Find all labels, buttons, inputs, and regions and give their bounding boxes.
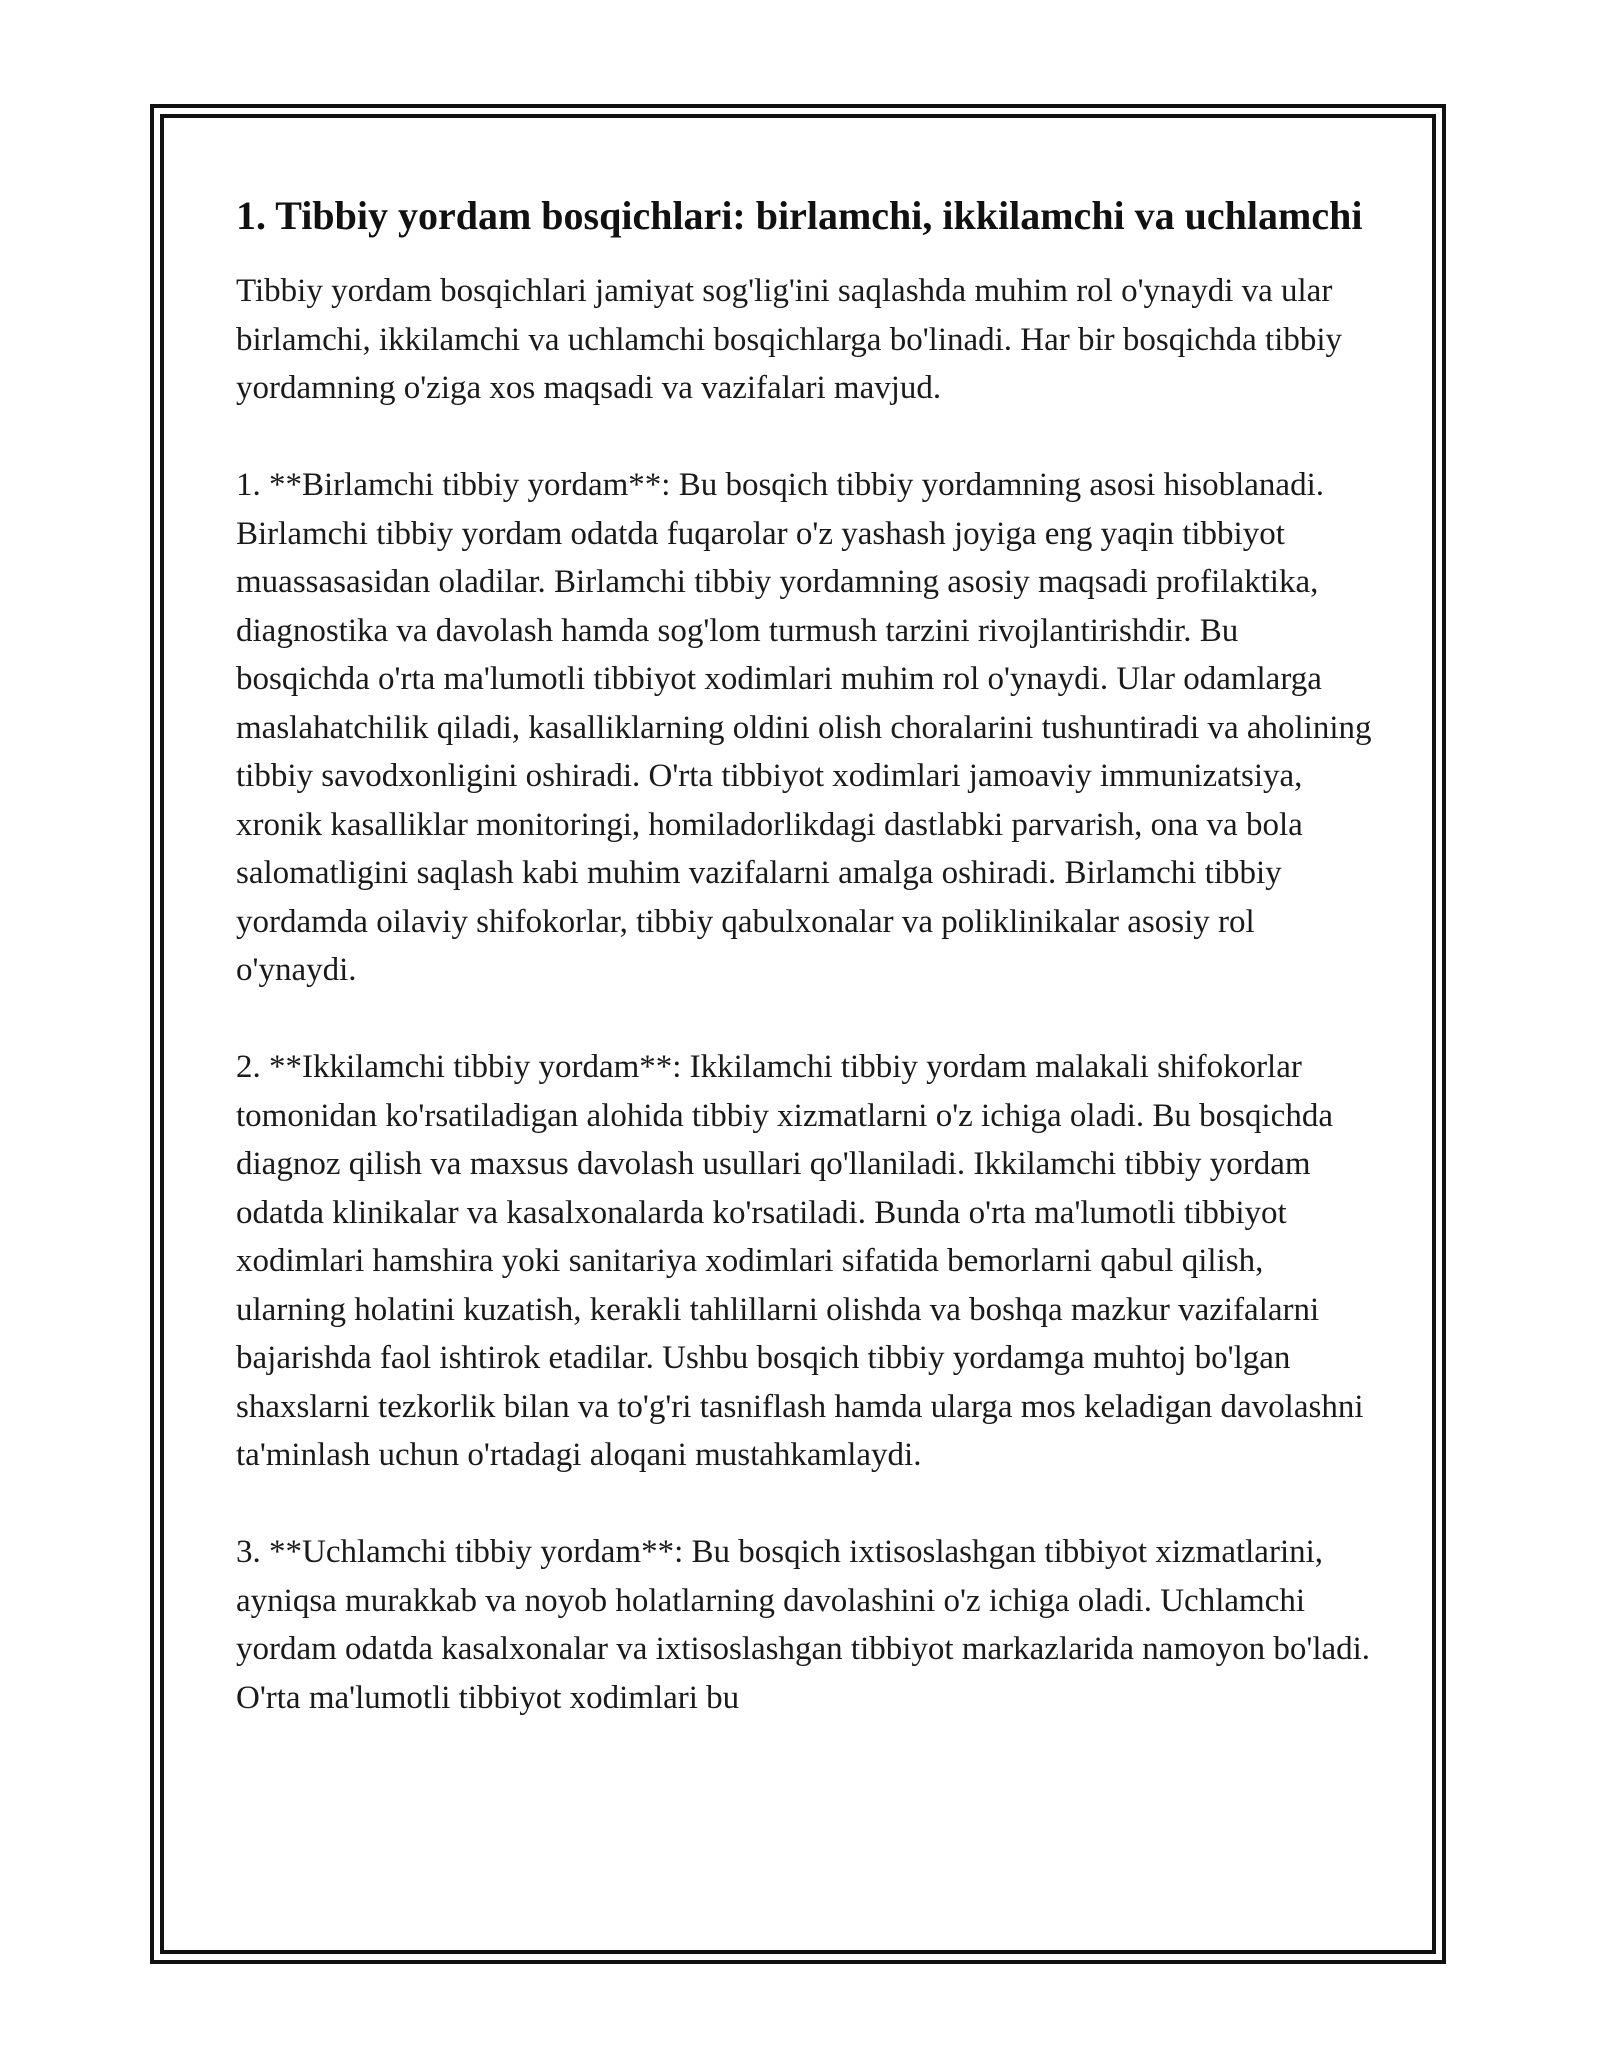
section-heading: 1. Tibbiy yordam bosqichlari: birlamchi, ikkilamchi va uchlamchi (236, 193, 1363, 238)
tertiary-care-paragraph: 3. **Uchlamchi tibbiy yordam**: Bu bosqich ixtisoslashgan tibbiyot xizmatlarini, ayniqsa murakkab va noyob holatlarning davolashini o'z ichiga oladi. Uchlamchi yordam odatda kasalxonalar va ixtisoslashgan tibbiyot markazlarida namoyon bo'ladi. O'rta ma'lumotli tibbiyot xodimlari bu (236, 1534, 1371, 1716)
document-body (236, 188, 1376, 1771)
secondary-care-paragraph: 2. **Ikkilamchi tibbiy yordam**: Ikkilamchi tibbiy yordam malakali shifokorlar tomonidan ko'rsatiladigan alohida tibbiy xizmatlarni o'z ichiga oladi. Bu bosqichda diagnoz qilish va maxsus davolash usullari qo'llaniladi. Ikkilamchi tibbiy yordam odatda klinikalar va kasalxonalarda ko'rsatiladi. Bunda o'rta ma'lumotli tibbiyot xodimlari hamshira yoki sanitariya xodimlari sifatida bemorlarni qabul qilish, ularning holatini kuzatish, kerakli tahlillarni olishda va boshqa mazkur vazifalarni bajarishda faol ishtirok etadilar. Ushbu bosqich tibbiy yordamga muhtoj bo'lgan shaxslarni tezkorlik bilan va to'g'ri tasniflash hamda ularga mos keladigan davolashni ta'minlash uchun o'rtadagi aloqani mustahkamlaydi. (236, 1049, 1364, 1473)
primary-care-paragraph: 1. **Birlamchi tibbiy yordam**: Bu bosqich tibbiy yordamning asosi hisoblanadi. Birlamchi tibbiy yordam odatda fuqarolar o'z yashash joyiga eng yaqin tibbiyot muassasasidan oladilar. Birlamchi tibbiy yordamning asosiy maqsadi profilaktika, diagnostika va davolash hamda sog'lom turmush tarzini rivojlantirishdir. Bu bosqichda o'rta ma'lumotli tibbiyot xodimlari muhim rol o'ynaydi. Ular odamlarga maslahatchilik qiladi, kasalliklarning oldini olish choralarini tushuntiradi va aholining tibbiy savodxonligini oshiradi. O'rta tibbiyot xodimlari jamoaviy immunizatsiya, xronik kasalliklar monitoringi, homiladorlikdagi dastlabki parvarish, ona va bola salomatligini saqlash kabi muhim vazifalarni amalga oshiradi. Birlamchi tibbiy yordamda oilaviy shifokorlar, tibbiy qabulxonalar va poliklinikalar asosiy rol o'ynaydi. (236, 467, 1372, 988)
intro-paragraph: Tibbiy yordam bosqichlari jamiyat sog'lig'ini saqlashda muhim rol o'ynaydi va ular birlamchi, ikkilamchi va uchlamchi bosqichlarga bo'linadi. Har bir bosqichda tibbiy yordamning o'ziga xos maqsadi va vazifalari mavjud. (236, 273, 1342, 406)
